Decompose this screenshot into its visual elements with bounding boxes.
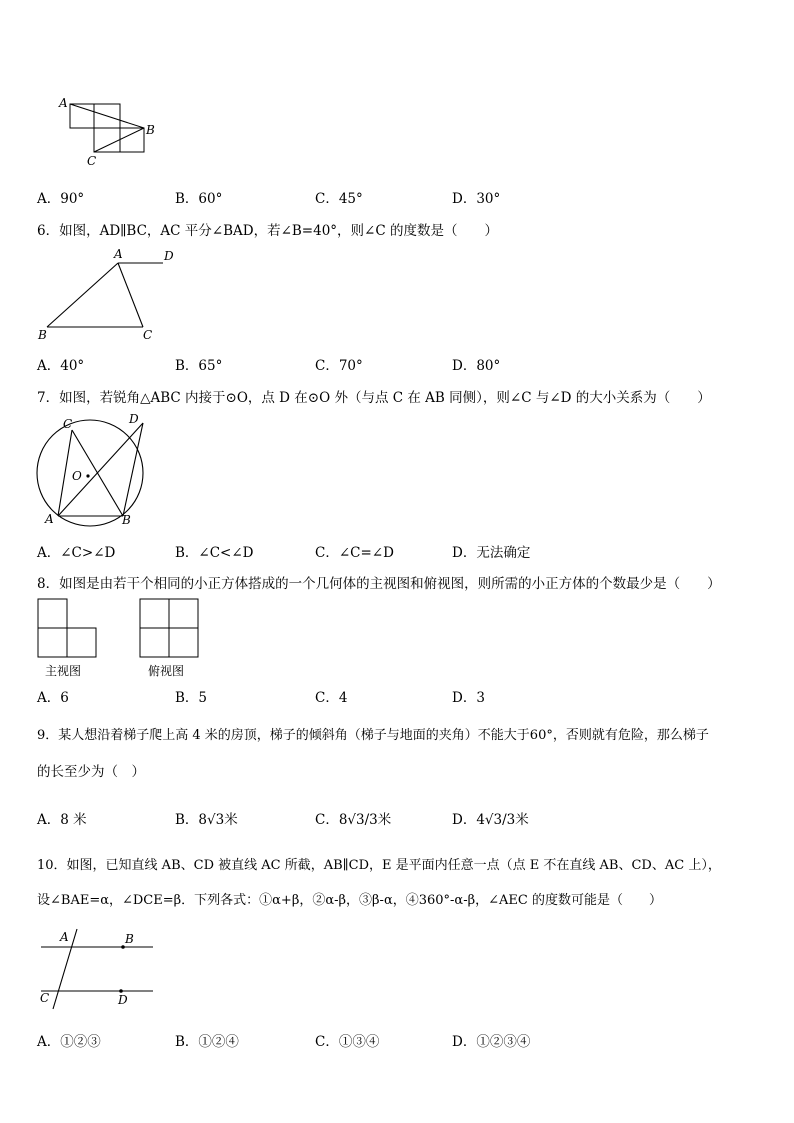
- q9-question-line2: 的长至少为（ ）: [37, 764, 145, 780]
- q10-option-a[interactable]: A．①②③: [37, 1034, 101, 1050]
- q8-caption-front: 主视图: [45, 664, 82, 678]
- q5-figure: [55, 96, 165, 168]
- q7-label-b: B: [122, 513, 131, 527]
- q8-caption-top: 俯视图: [148, 664, 185, 678]
- q9-question-line1: 9．某人想沿着梯子爬上高 4 米的房顶，梯子的倾斜角（梯子与地面的夹角）不能大于60°，否则就有危险，那么梯子: [37, 728, 709, 743]
- q8-question-text: 8．如图是由若干个相同的小正方体搭成的一个几何体的主视图和俯视图，则所需的小正方体的个数最少是（ ）: [37, 576, 721, 592]
- q5-option-b[interactable]: B．60°: [175, 191, 223, 207]
- q10-label-c: C: [40, 991, 50, 1005]
- q5-option-c[interactable]: C．45°: [315, 191, 363, 207]
- q6-option-d[interactable]: D．80°: [452, 358, 501, 374]
- q8-front-view: [37, 598, 99, 658]
- q7-label-o: O: [72, 469, 82, 483]
- q5-label-b: B: [146, 123, 155, 137]
- q7-label-d: D: [129, 412, 139, 426]
- q8-option-d[interactable]: D．3: [452, 690, 485, 706]
- q7-option-d[interactable]: D．无法确定: [452, 545, 531, 561]
- q10-option-d[interactable]: D．①②③④: [452, 1034, 531, 1050]
- q5-option-d[interactable]: D．30°: [452, 191, 501, 207]
- q10-question-line2: 设∠BAE=α，∠DCE=β．下列各式：①α+β，②α-β，③β-α，④360°-α-β，∠AEC 的度数可能是（ ）: [37, 893, 662, 908]
- q8-option-a[interactable]: A．6: [37, 690, 69, 706]
- q9-option-c[interactable]: C．8√3/3米: [315, 812, 392, 828]
- q7-label-c: C: [63, 417, 73, 431]
- q6-label-c: C: [143, 328, 153, 342]
- q10-label-d: D: [118, 993, 128, 1007]
- q6-option-c[interactable]: C．70°: [315, 358, 363, 374]
- q10-option-b[interactable]: B．①②④: [175, 1034, 239, 1050]
- q5-label-a: A: [59, 96, 68, 110]
- q5-label-c: C: [87, 154, 97, 168]
- q6-option-b[interactable]: B．65°: [175, 358, 223, 374]
- q8-top-view: [139, 598, 201, 658]
- q5-option-a[interactable]: A．90°: [37, 191, 85, 207]
- q7-figure: [36, 410, 156, 532]
- q7-option-a[interactable]: A．∠C>∠D: [37, 545, 116, 561]
- q10-option-c[interactable]: C．①③④: [315, 1034, 380, 1050]
- q6-figure: [35, 246, 185, 346]
- q8-option-b[interactable]: B．5: [175, 690, 208, 706]
- q9-option-a[interactable]: A．8 米: [37, 812, 87, 828]
- q10-question-line1: 10．如图，已知直线 AB、CD 被直线 AC 所截，AB∥CD，E 是平面内任意一点（点 E 不在直线 AB、CD、AC 上），: [37, 858, 721, 873]
- q6-option-a[interactable]: A．40°: [37, 358, 85, 374]
- q10-figure: [35, 925, 160, 1011]
- q7-option-c[interactable]: C．∠C=∠D: [315, 545, 394, 561]
- q6-label-a: A: [114, 247, 123, 261]
- q6-label-b: B: [38, 328, 47, 342]
- q6-question-text: 6．如图，AD∥BC，AC 平分∠BAD，若∠B=40°，则∠C 的度数是（ ）: [37, 223, 498, 239]
- q7-question-text: 7．如图，若锐角△ABC 内接于⊙O，点 D 在⊙O 外（与点 C 在 AB 同侧），则∠C 与∠D 的大小关系为（ ）: [37, 390, 711, 406]
- q9-option-b[interactable]: B．8√3米: [175, 812, 238, 828]
- q7-label-a: A: [45, 512, 54, 526]
- q10-label-a: A: [60, 930, 69, 944]
- q10-label-b: B: [125, 932, 134, 946]
- q9-option-d[interactable]: D．4√3/3米: [452, 812, 529, 828]
- q7-option-b[interactable]: B．∠C<∠D: [175, 545, 254, 561]
- q8-option-c[interactable]: C．4: [315, 690, 348, 706]
- q6-label-d: D: [164, 249, 174, 263]
